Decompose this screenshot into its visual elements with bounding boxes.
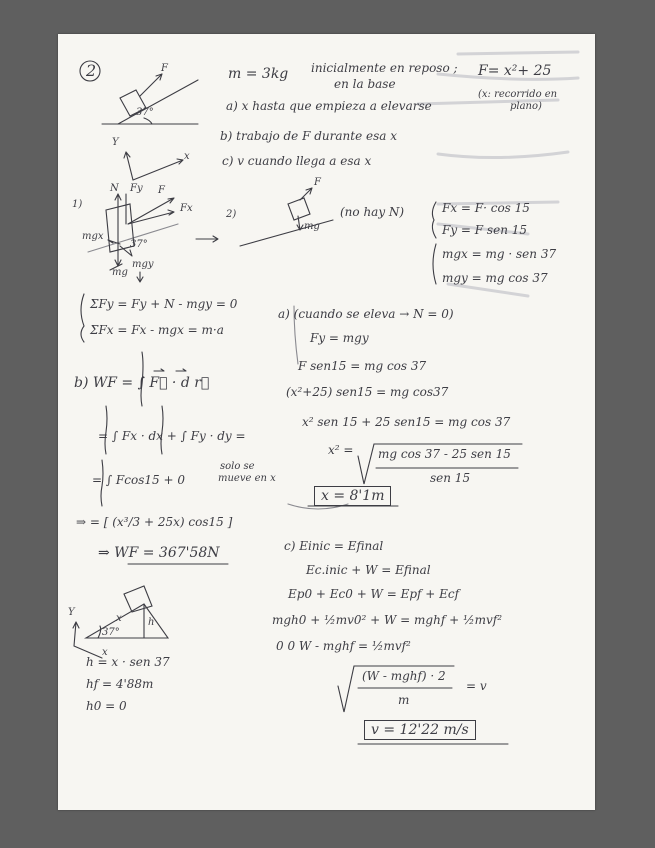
decomp-fy: Fy = F sen 15 bbox=[442, 223, 528, 237]
diagram2-index: 2) bbox=[226, 209, 237, 220]
part-c-line3: Ep0 + Ec0 + W = Epf + Ecf bbox=[288, 587, 460, 601]
diagram2-label-f: F bbox=[314, 177, 321, 188]
initial-state-line2: en la base bbox=[334, 77, 396, 91]
diagram1-label-angle: 37° bbox=[130, 239, 148, 250]
heights-label-x: x bbox=[116, 613, 122, 624]
problem-number: 2 bbox=[86, 61, 97, 80]
heights-axis-x: x bbox=[102, 647, 108, 658]
part-a-result: x = 8'1m bbox=[314, 486, 391, 506]
heights-label-angle: 37° bbox=[102, 627, 120, 638]
part-a-step4: x² sen 15 + 25 sen15 = mg cos 37 bbox=[302, 415, 511, 429]
part-b-line2: = ∫ Fx · dx + ∫ Fy · dy = bbox=[98, 429, 246, 443]
force-note-line1: (x: recorrido en bbox=[478, 89, 558, 100]
angle-label-top: 37° bbox=[136, 107, 154, 118]
part-c-line5: 0 0 W - mghf = ½mvf² bbox=[276, 639, 411, 653]
part-a-x-squared: x² = bbox=[328, 443, 354, 457]
part-a-step3: (x²+25) sen15 = mg cos37 bbox=[286, 385, 449, 399]
part-b-side-note1: solo se bbox=[220, 461, 255, 472]
diagram1-label-mgx: mgx bbox=[82, 231, 104, 242]
diagram2-note: (no hay N) bbox=[340, 205, 405, 219]
initial-state-line1: inicialmente en reposo ; bbox=[311, 61, 458, 75]
force-formula: F= x²+ 25 bbox=[478, 63, 552, 79]
part-a-radicand-denominator: sen 15 bbox=[430, 471, 471, 485]
notebook-page bbox=[58, 34, 595, 810]
part-b-result: ⇒ WF = 367'58N bbox=[98, 545, 220, 561]
force-note-line2: plano) bbox=[510, 101, 542, 112]
axis-x-label: x bbox=[184, 151, 190, 162]
part-c-equals-v: = v bbox=[466, 679, 487, 693]
equilibrium-y: ΣFy = Fy + N - mgy = 0 bbox=[90, 297, 238, 311]
part-c-line1: c) Einic = Efinal bbox=[284, 539, 384, 553]
diagram1-label-fy: Fy bbox=[130, 183, 143, 194]
part-b-line4: ⇒ = [ (x³/3 + 25x) cos15 ] bbox=[76, 515, 233, 529]
diagram1-label-mg: mg bbox=[112, 267, 128, 278]
diagram1-label-fx: Fx bbox=[180, 203, 193, 214]
diagram1-label-f: F bbox=[158, 185, 165, 196]
part-a-step1: Fy = mgy bbox=[310, 331, 369, 345]
decomp-fx: Fx = F· cos 15 bbox=[442, 201, 530, 215]
part-c-line4: mgh0 + ½mv0² + W = mghf + ½mvf² bbox=[272, 613, 502, 627]
diagram2-label-mg: mg bbox=[304, 221, 320, 232]
mass-value: m = 3kg bbox=[228, 66, 289, 82]
heights-axis-y: Y bbox=[68, 607, 75, 618]
part-b-line3: = ∫ Fcos15 + 0 bbox=[92, 473, 185, 487]
decomp-mgy: mgy = mg cos 37 bbox=[442, 271, 548, 285]
part-c-line2: Ec.inic + W = Efinal bbox=[306, 563, 431, 577]
diagram1-label-n: N bbox=[110, 183, 119, 194]
heights-line2: hf = 4'88m bbox=[86, 677, 154, 691]
diagram1-label-mgy: mgy bbox=[132, 259, 154, 270]
part-a-step2: F sen15 = mg cos 37 bbox=[298, 359, 427, 373]
question-c: c) v cuando llega a esa x bbox=[222, 154, 372, 168]
axis-y-label: Y bbox=[112, 137, 119, 148]
part-b-side-note2: mueve en x bbox=[218, 473, 276, 484]
force-label-top: F bbox=[161, 63, 168, 74]
heights-line1: h = x · sen 37 bbox=[86, 655, 170, 669]
part-b-line1: b) WF = ∫ F⃗ · d r⃗ bbox=[74, 375, 210, 391]
part-c-result: v = 12'22 m/s bbox=[364, 720, 476, 740]
part-a-header: a) (cuando se eleva → N = 0) bbox=[278, 307, 454, 321]
part-c-sqrt-denominator: m bbox=[398, 693, 410, 707]
question-b: b) trabajo de F durante esa x bbox=[220, 129, 397, 143]
decomp-mgx: mgx = mg · sen 37 bbox=[442, 247, 557, 261]
part-a-radicand-numerator: mg cos 37 - 25 sen 15 bbox=[378, 447, 511, 461]
part-c-sqrt-numerator: (W - mghf) · 2 bbox=[362, 669, 446, 683]
question-a: a) x hasta que empieza a elevarse bbox=[226, 99, 432, 113]
diagram1-index: 1) bbox=[72, 199, 83, 210]
equilibrium-x: ΣFx = Fx - mgx = m·a bbox=[90, 323, 224, 337]
heights-label-h: h bbox=[148, 617, 155, 628]
heights-line3: h0 = 0 bbox=[86, 699, 127, 713]
